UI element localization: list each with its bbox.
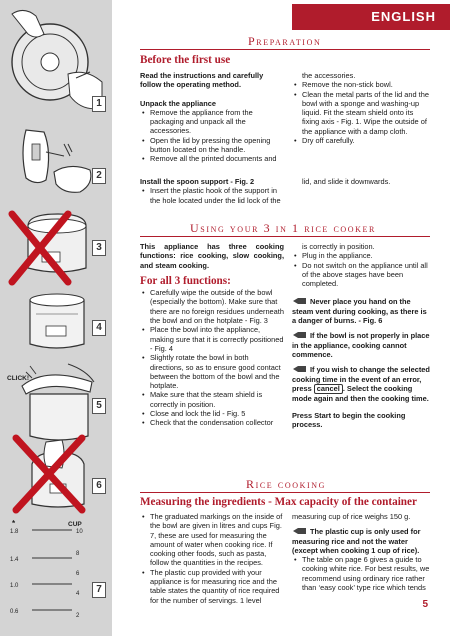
list-item: • Dry off carefully.: [292, 136, 432, 145]
warning-bowl-position: [292, 331, 432, 359]
page-number: 5: [422, 599, 428, 610]
preparation-title: Preparation: [248, 34, 322, 48]
list-item: • Remove the non-stick bowl.: [292, 80, 432, 89]
list-item: • Slightly rotate the bowl in both directions, so as to ensure good contact between the bottom of the bowl and the hotplate.: [140, 353, 284, 390]
figure-number-6: 6: [92, 478, 106, 494]
figure-number-2: 2: [92, 168, 106, 184]
figure-number-5: 5: [92, 398, 106, 414]
figure-number-4: 4: [92, 320, 106, 336]
continuation-text: is correctly in position.: [302, 242, 375, 251]
list-item: • Close and lock the lid - Fig. 5: [140, 409, 284, 418]
warning-text: . Select the cooking mode again and then the cooking time.: [292, 383, 429, 403]
warning-hand-icon: [292, 365, 307, 373]
warning-text: The plastic cup is only used for measuring rice and not the water (except when cooking 1 cup of rice).: [292, 527, 421, 555]
figure-7: [6, 518, 106, 624]
figure-1: [6, 4, 106, 122]
warning-text: If the bowl is not properly in place in the appliance, cooking cannot commence.: [292, 331, 430, 359]
plug-in-list: [292, 251, 432, 288]
warning-cancel: [292, 365, 432, 403]
list-item: • The plastic cup provided with your appliance is for measuring rice and the table states the quantity of rice required for the number of servings. 1 level: [140, 568, 284, 605]
list-item: • Insert the plastic hook of the support in the hole located under the lid lock of the: [140, 186, 284, 205]
language-header: [292, 4, 450, 30]
warning-steam-vent: [292, 297, 432, 325]
list-item: • Plug in the appliance.: [292, 251, 432, 260]
figure-4: [6, 286, 106, 356]
scale-left-value: 1.4: [10, 557, 19, 563]
list-item: • Clean the metal parts of the lid and the bowl with a sponge and washing-up liquid. Fit the steam shield onto its fixing axis - Fig. 1. Wipe the outside of the appliance with a damp cloth.: [292, 90, 432, 136]
litre-star-label: *: [12, 519, 16, 528]
warning-hand-icon: [292, 527, 307, 535]
warning-hand-icon: [292, 297, 307, 305]
measuring-title: Measuring the ingredients - Max capacity of the container: [140, 496, 417, 508]
start-instruction: Press Start to begin the cooking process.: [292, 411, 406, 430]
warning-text: Never place you hand on the steam vent during cooking, as there is a danger of burns. - Fig. 6: [292, 297, 427, 326]
warning-text: If you wish to change the selected cooking time in the event of an error, press: [292, 365, 430, 393]
spoon-support-continuation: lid, and slide it downwards.: [302, 177, 391, 186]
rice-right-column: [292, 512, 432, 592]
figure-number-1: 1: [92, 96, 106, 112]
preparation-right-column: [292, 71, 432, 145]
scale-right-value: 8: [76, 551, 80, 557]
list-item: • Place the bowl into the appliance, making sure that it is correctly positioned - Fig. 4: [140, 325, 284, 353]
scale-right-value: 4: [76, 591, 80, 597]
continuation-text: measuring cup of rice weighs 150 g.: [292, 512, 411, 521]
language-label: ENGLISH: [371, 9, 436, 24]
scale-right-value: 6: [76, 571, 80, 577]
preparation-left-column: [140, 71, 284, 164]
spoon-support-block: [140, 177, 284, 205]
list-item: • Check that the condensation collector: [140, 418, 284, 427]
figure-6: [6, 434, 106, 514]
scale-left-value: 1.8: [10, 529, 19, 535]
list-item: • The table on page 6 gives a guide to cooking white rice. For best results, we recommend using ordinary rice rather than ‘easy cook’ type rice which tends: [292, 555, 432, 592]
list-item: • Open the lid by pressing the opening button located on the handle.: [140, 136, 284, 155]
illustration-strip: [0, 0, 112, 636]
rice-cooking-title: Rice cooking: [246, 477, 326, 491]
section-rule: [140, 49, 430, 50]
using-right-column: [292, 242, 432, 430]
list-item: • The graduated markings on the inside of the bowl are given in litres and cups Fig. 7, these are used for measuring the amount of water when cooking rice. If cooking other foods, such as pasta, follow the quantities in the recipes.: [140, 512, 284, 568]
list-item: • Make sure that the steam shield is correctly in position.: [140, 390, 284, 409]
measuring-list: [140, 512, 284, 605]
using-title: Using your 3 in 1 rice cooker: [190, 221, 376, 235]
cancel-key: cancel: [314, 384, 343, 394]
cleaning-list: [292, 80, 432, 145]
scale-right-value: 2: [76, 613, 80, 619]
figure-number-3: 3: [92, 240, 106, 256]
rice-left-column: [140, 512, 284, 605]
warning-hand-icon: [292, 331, 307, 339]
scale-left-value: 0.6: [10, 609, 19, 615]
scale-right-value: 10: [76, 529, 83, 535]
section-rule: [140, 492, 430, 493]
using-left-column: [140, 242, 284, 428]
functions-title: For all 3 functions:: [140, 274, 231, 287]
unpack-title: Unpack the appliance: [140, 98, 216, 108]
list-item: • Carefully wipe the outside of the bowl (especially the bottom). Make sure that there are no foreign residues underneath the bowl and on the hotplate - Fig. 3: [140, 288, 284, 325]
figure-2: [6, 122, 106, 206]
functions-list: [140, 288, 284, 427]
figure-number-7: 7: [92, 582, 106, 598]
list-item: • Do not switch on the appliance until all of the above stages have been completed.: [292, 261, 432, 289]
unpack-list: [140, 108, 284, 164]
rice-table-list: [292, 555, 432, 592]
figure-3: [6, 210, 106, 286]
list-item: • Remove the appliance from the packaging and unpack all the accessories.: [140, 108, 284, 136]
spoon-support-list: [140, 186, 284, 205]
section-rule: [140, 236, 430, 237]
continuation-text: the accessories.: [302, 71, 356, 80]
scale-left-value: 1.0: [10, 583, 19, 589]
before-first-use-title: Before the first use: [140, 54, 231, 66]
click-label: CLICK!: [7, 375, 30, 382]
spoon-support-title: Install the spoon support - Fig. 2: [140, 177, 255, 186]
list-item: • Remove all the printed documents and: [140, 154, 284, 163]
cup-label: CUP: [68, 521, 82, 528]
preparation-intro: Read the instructions and carefully follow the operating method.: [140, 71, 264, 90]
warning-plastic-cup: [292, 527, 432, 555]
using-intro: This appliance has three cooking functions: rice cooking, slow cooking, and steam cooking.: [140, 242, 284, 270]
